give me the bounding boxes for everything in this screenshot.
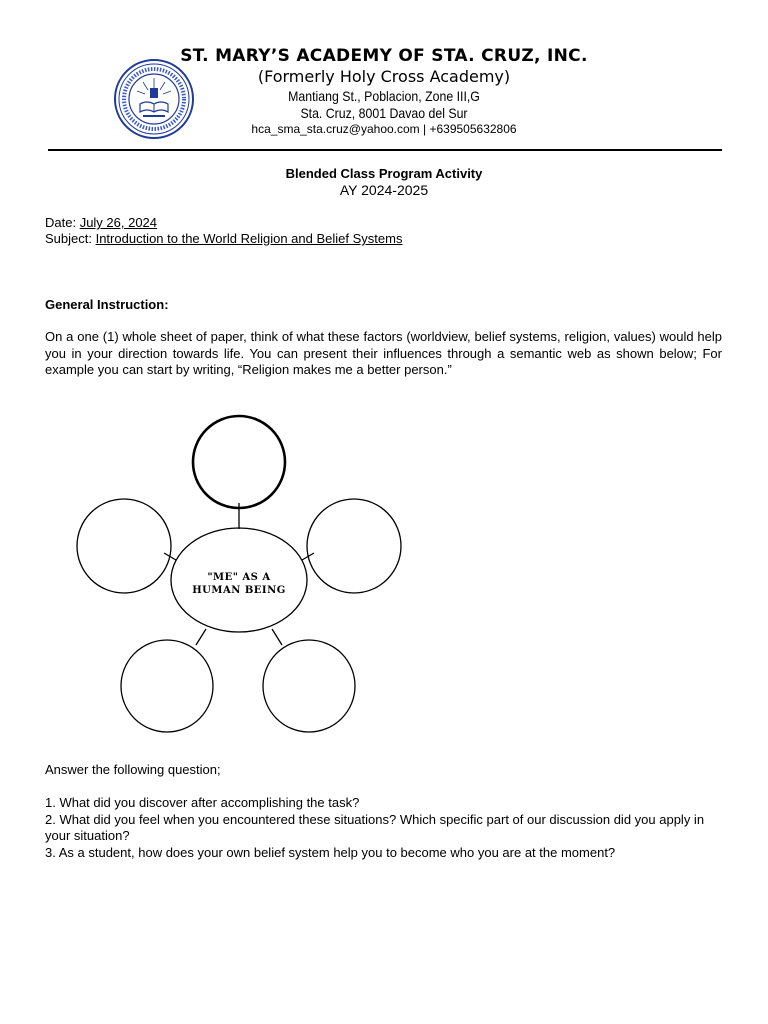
contact-info: hca_sma_sta.cruz@yahoo.com | +639505632806 xyxy=(251,122,517,136)
instruction-heading: General Instruction: xyxy=(45,297,169,312)
subject-value: Introduction to the World Religion and Belief Systems xyxy=(95,231,403,246)
bottom-left-circle xyxy=(121,640,213,732)
questions-heading: Answer the following question; xyxy=(45,762,221,777)
left-circle xyxy=(77,499,171,593)
subject-line xyxy=(45,231,402,246)
date-value: July 26, 2024 xyxy=(79,215,158,230)
date-label: Date: xyxy=(45,215,80,230)
activity-title: Blended Class Program Activity xyxy=(285,166,483,181)
address-line-1: Mantiang St., Poblacion, Zone III,G xyxy=(288,88,480,104)
center-label-line-2: HUMAN BEING xyxy=(192,585,286,596)
subject-label: Subject: xyxy=(45,231,96,246)
question-list xyxy=(45,795,725,861)
bottom-right-circle xyxy=(263,640,355,732)
date-line xyxy=(45,215,157,230)
school-name: ST. MARY’S ACADEMY OF STA. CRUZ, INC. xyxy=(180,46,588,66)
connector-bottom-right xyxy=(272,629,282,645)
header-divider xyxy=(48,149,722,151)
question-item-3: 3. As a student, how does your own belief system help you to become who you are at the moment? xyxy=(45,844,616,860)
semantic-web-diagram xyxy=(70,405,410,745)
address-line-2: Sta. Cruz, 8001 Davao del Sur xyxy=(300,105,468,121)
academic-year: AY 2024-2025 xyxy=(339,182,429,198)
top-circle xyxy=(193,416,285,508)
connector-bottom-left xyxy=(196,629,206,645)
right-circle xyxy=(307,499,401,593)
instruction-body: On a one (1) whole sheet of paper, think of what these factors (worldview, belief systems, religion, values) would help you in your direction towards life. You can present their influences through a semantic web as shown below; For example you can start by writing, “Religion makes me a better person.” xyxy=(45,329,722,377)
question-item-2: 2. What did you feel when you encountered these situations? Which specific part of our discussion did you apply in your situation? xyxy=(45,811,705,843)
former-name: (Formerly Holy Cross Academy) xyxy=(257,67,511,86)
center-label-line-1: "ME" AS A xyxy=(207,572,271,583)
question-item-1: 1. What did you discover after accomplishing the task? xyxy=(45,795,360,810)
